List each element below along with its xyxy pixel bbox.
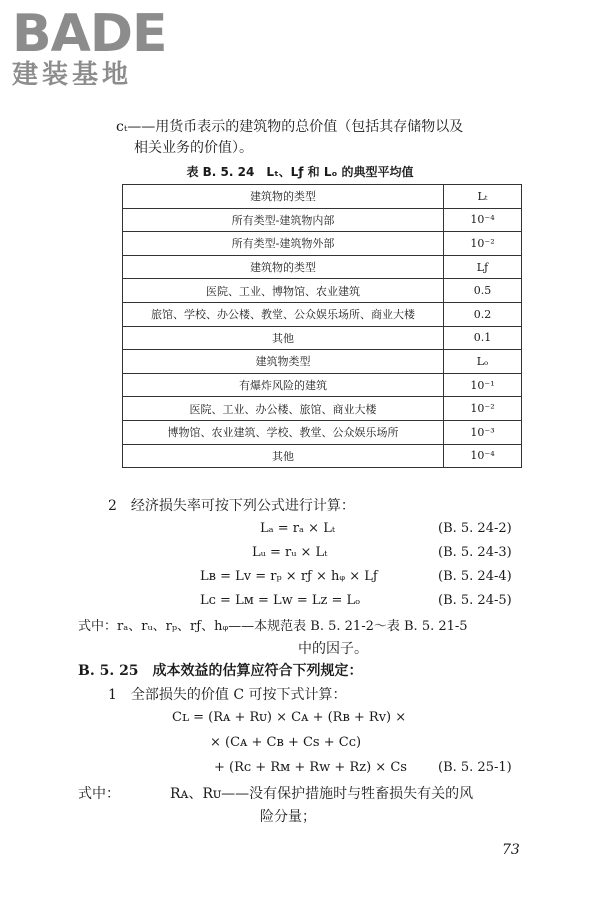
where-label: 式中： [78,786,120,802]
formula-number: (B. 5. 24-4) [438,569,512,584]
table-row [123,185,522,209]
table-cell-label: 医院、工业、博物馆、农业建筑 [123,279,444,303]
item-1-text: 1 全部损失的价值 C 可按下式计算： [108,687,347,703]
table-cell-label: 所有类型-建筑物外部 [123,232,444,256]
table-row [123,302,522,326]
table-row [123,350,522,374]
typical-values-table [122,184,522,468]
table-title: 表 B. 5. 24 Lₜ、Lƒ 和 Lₒ 的典型平均值 [186,165,414,179]
table-cell-value: Lₒ [444,350,522,374]
table-cell-label: 有爆炸风险的建筑 [123,373,444,397]
where-line-1: 式中：rₐ、rᵤ、rₚ、rƒ、hᵩ——本规范表 B. 5. 21-2～表 B. 5. 21-5 [78,619,468,634]
table-cell-label: 旅馆、学校、办公楼、教堂、公众娱乐场所、商业大楼 [123,302,444,326]
formula-number: (B. 5. 24-3) [438,545,512,560]
table-row [123,208,522,232]
table-row [123,326,522,350]
formula-number: (B. 5. 24-5) [438,593,512,608]
formula-expr: Lᴄ = Lᴍ = Lᴡ = Lᴢ = Lₒ [200,593,361,608]
formula-expr: Lᵤ = rᵤ × Lₜ [252,545,328,560]
table-row [123,444,522,468]
table-cell-value: 10⁻¹ [444,373,522,397]
table-row [123,420,522,444]
table-cell-value: 10⁻⁴ [444,208,522,232]
formula-expr: Lʙ = Lᴠ = rₚ × rƒ × hᵩ × Lƒ [200,569,378,584]
section-2-text: 2 经济损失率可按下列公式进行计算： [108,498,355,514]
table-cell-label: 建筑物的类型 [123,255,444,279]
where2-line-1: Rᴀ、Rᴜ——没有保护措施时与牲畜损失有关的风 [170,786,474,802]
table-cell-label: 建筑物的类型 [123,185,444,209]
section-b525-heading: B. 5. 25 成本效益的估算应符合下列规定： [78,663,363,679]
where-line-2: 中的因子。 [298,641,368,657]
intro-line-1: cₜ——用货币表示的建筑物的总价值（包括其存储物以及 [116,119,464,135]
table-cell-value: 10⁻² [444,397,522,421]
formula-number: (B. 5. 24-2) [438,521,512,536]
table-row [123,232,522,256]
table-cell-label: 医院、工业、办公楼、旅馆、商业大楼 [123,397,444,421]
table-cell-label: 其他 [123,444,444,468]
site-logo [12,6,167,90]
table-cell-label: 所有类型-建筑物内部 [123,208,444,232]
cl-formula-number: (B. 5. 25-1) [438,760,512,775]
cl-formula-line-3: + (Rᴄ + Rᴍ + Rᴡ + Rᴢ) × Cꜱ [214,760,407,775]
table-cell-value: 0.5 [444,279,522,303]
page-number: 73 [502,842,520,858]
table-cell-value: 0.1 [444,326,522,350]
table-row [123,397,522,421]
where2-line-2: 险分量； [260,809,316,825]
intro-line-2: 相关业务的价值）。 [134,140,253,156]
table-cell-label: 建筑物类型 [123,350,444,374]
table-cell-value: Lƒ [444,255,522,279]
table-cell-value: 0.2 [444,302,522,326]
table-row [123,255,522,279]
table-row [123,373,522,397]
table-cell-value: 10⁻³ [444,420,522,444]
table-row [123,279,522,303]
table-cell-value: 10⁻⁴ [444,444,522,468]
table-cell-label: 博物馆、农业建筑、学校、教堂、公众娱乐场所 [123,420,444,444]
logo-wordmark: BADE [12,4,167,64]
cl-formula-line-2: × (Cᴀ + Cʙ + Cꜱ + Cᴄ) [210,735,362,750]
formula-expr: Lₐ = rₐ × Lₜ [260,521,336,536]
table-cell-value: Lₜ [444,185,522,209]
table-cell-value: 10⁻² [444,232,522,256]
cl-formula-line-1: Cʟ = (Rᴀ + Rᴜ) × Cᴀ + (Rʙ + Rᴠ) × [172,710,407,725]
table-cell-label: 其他 [123,326,444,350]
logo-subtitle: 建装基地 [12,60,133,90]
